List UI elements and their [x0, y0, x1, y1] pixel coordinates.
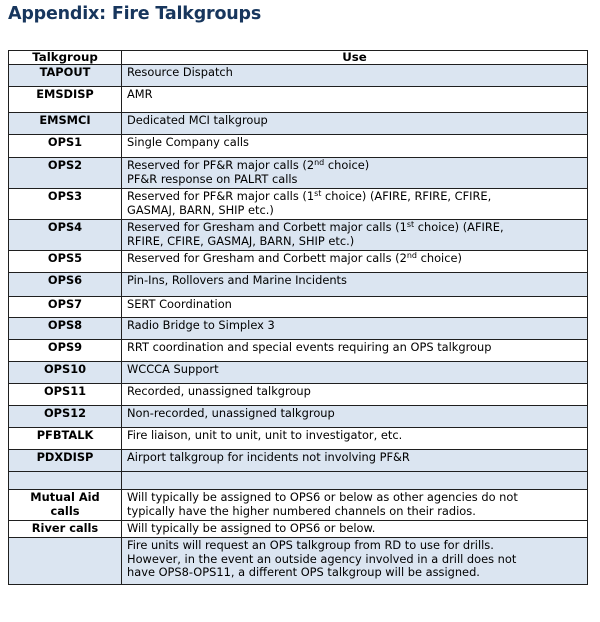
talkgroup-name-cell — [9, 87, 122, 113]
talkgroup-use-cell — [122, 406, 588, 428]
talkgroup-name: OPS10 — [43, 362, 87, 377]
use-line — [127, 159, 582, 172]
talkgroup-use-cell — [122, 428, 588, 450]
use-text: Reserved for PF&R major calls (2 — [127, 158, 315, 173]
use-text: GASMAJ, BARN, SHIP etc.) — [127, 202, 274, 217]
talkgroup-use-cell — [122, 450, 588, 472]
talkgroup-name-cell — [9, 340, 122, 362]
talkgroup-name: OPS1 — [47, 135, 83, 150]
table-body — [9, 65, 588, 585]
talkgroup-name-cell — [9, 251, 122, 273]
use-text: Single Company calls — [127, 135, 249, 150]
table-row — [9, 297, 588, 318]
use-text: choice) — [324, 158, 370, 173]
use-text: Reserved for PF&R major calls (1 — [127, 189, 315, 204]
use-text: Non-recorded, unassigned talkgroup — [127, 406, 335, 421]
talkgroup-name-cell — [9, 318, 122, 340]
use-text: typically have the higher numbered channels on their radios. — [127, 503, 476, 518]
talkgroup-use-cell — [122, 297, 588, 318]
talkgroup-name-cell — [9, 135, 122, 158]
use-line — [127, 204, 582, 217]
use-line — [127, 252, 582, 265]
talkgroup-name: OPS6 — [47, 273, 83, 288]
talkgroup-name-cell — [9, 472, 122, 490]
ordinal-suffix: nd — [406, 251, 417, 261]
use-text: choice) — [416, 251, 462, 266]
talkgroup-name-cell — [9, 273, 122, 297]
use-line — [127, 190, 582, 203]
talkgroup-name: Mutual Aid — [30, 490, 100, 505]
use-text: SERT Coordination — [127, 297, 232, 312]
use-line — [127, 173, 582, 186]
use-line — [127, 491, 582, 504]
talkgroup-name-cell — [9, 490, 122, 521]
talkgroup-name-cell — [9, 450, 122, 472]
table-row — [9, 318, 588, 340]
table-row — [9, 384, 588, 406]
talkgroup-use-cell — [122, 135, 588, 158]
use-text: choice) (AFIRE, — [414, 220, 504, 235]
talkgroup-use-cell — [122, 490, 588, 521]
table-row — [9, 273, 588, 297]
talkgroup-name: EMSMCI — [39, 113, 91, 128]
ordinal-suffix: nd — [314, 158, 325, 168]
use-line — [127, 539, 582, 552]
talkgroup-name-cell — [9, 362, 122, 384]
use-line — [127, 88, 582, 101]
table-row — [9, 450, 588, 472]
table-row — [9, 251, 588, 273]
talkgroup-name: PDXDISP — [36, 450, 94, 465]
use-line — [127, 385, 582, 398]
talkgroup-use-cell — [122, 113, 588, 135]
use-text: Reserved for Gresham and Corbett major calls (2 — [127, 251, 407, 266]
use-line — [127, 451, 582, 464]
talkgroup-use-cell — [122, 158, 588, 189]
talkgroup-name: OPS11 — [43, 384, 87, 399]
talkgroup-name: calls — [50, 503, 80, 518]
talkgroup-name-cell — [9, 158, 122, 189]
page-title: Appendix: Fire Talkgroups — [8, 4, 262, 24]
talkgroup-use-cell — [122, 472, 588, 490]
use-text: Fire units will request an OPS talkgroup from RD to use for drills. — [127, 538, 494, 553]
use-line — [127, 136, 582, 149]
table-row — [9, 135, 588, 158]
talkgroup-name-cell — [9, 220, 122, 251]
use-text: Radio Bridge to Simplex 3 — [127, 318, 275, 333]
talkgroup-name: OPS4 — [47, 220, 83, 235]
table-row — [9, 406, 588, 428]
use-text: RRT coordination and special events requiring an OPS talkgroup — [127, 340, 492, 355]
table-row — [9, 362, 588, 384]
table-row — [9, 220, 588, 251]
use-text: AMR — [127, 87, 153, 102]
talkgroup-table — [8, 50, 588, 585]
table-row — [9, 538, 588, 585]
use-line — [127, 274, 582, 287]
talkgroup-name-cell — [9, 406, 122, 428]
talkgroup-name-cell — [9, 538, 122, 585]
use-line — [127, 522, 582, 535]
use-line — [127, 341, 582, 354]
talkgroup-name: OPS2 — [47, 158, 83, 173]
talkgroup-use-cell — [122, 189, 588, 220]
use-line — [127, 66, 582, 79]
use-text: Resource Dispatch — [127, 65, 233, 80]
talkgroup-name: OPS8 — [47, 318, 83, 333]
table-row — [9, 158, 588, 189]
use-text: Recorded, unassigned talkgroup — [127, 384, 311, 399]
talkgroup-use-cell — [122, 87, 588, 113]
table-row — [9, 490, 588, 521]
use-text: Reserved for Gresham and Corbett major calls (1 — [127, 220, 407, 235]
talkgroup-name-cell — [9, 428, 122, 450]
talkgroup-use-cell — [122, 251, 588, 273]
talkgroup-use-cell — [122, 273, 588, 297]
use-text: Airport talkgroup for incidents not involving PF&R — [127, 450, 410, 465]
table-row — [9, 472, 588, 490]
talkgroup-name: OPS9 — [47, 340, 83, 355]
use-line — [127, 221, 582, 234]
column-header-talkgroup: Talkgroup — [9, 51, 122, 65]
use-line — [127, 505, 582, 518]
use-text: However, in the event an outside agency involved in a drill does not — [127, 551, 517, 566]
table-row — [9, 428, 588, 450]
talkgroup-use-cell — [122, 384, 588, 406]
talkgroup-use-cell — [122, 340, 588, 362]
talkgroup-use-cell — [122, 318, 588, 340]
talkgroup-use-cell — [122, 538, 588, 585]
use-text: Will typically be assigned to OPS6 or below as other agencies do not — [127, 490, 518, 505]
talkgroup-use-cell — [122, 65, 588, 87]
talkgroup-name: River calls — [31, 521, 99, 536]
use-line — [127, 553, 582, 566]
use-text: WCCCA Support — [127, 362, 219, 377]
use-line — [127, 363, 582, 376]
use-text: RFIRE, CFIRE, GASMAJ, BARN, SHIP etc.) — [127, 233, 355, 248]
talkgroup-name: OPS7 — [47, 297, 83, 312]
use-line — [127, 429, 582, 442]
table-row — [9, 521, 588, 538]
use-text: Fire liaison, unit to unit, unit to investigator, etc. — [127, 428, 403, 443]
use-text: Will typically be assigned to OPS6 or below. — [127, 521, 376, 536]
talkgroup-name: OPS3 — [47, 189, 83, 204]
table-row — [9, 189, 588, 220]
talkgroup-name-cell — [9, 189, 122, 220]
talkgroup-name: OPS12 — [43, 406, 87, 421]
ordinal-suffix: st — [314, 189, 322, 199]
table-row — [9, 65, 588, 87]
talkgroup-use-cell — [122, 521, 588, 538]
use-text: choice) (AFIRE, RFIRE, CFIRE, — [321, 189, 492, 204]
talkgroup-name-cell — [9, 384, 122, 406]
table-row — [9, 113, 588, 135]
table-row — [9, 340, 588, 362]
talkgroup-name: OPS5 — [47, 251, 83, 266]
column-header-use: Use — [122, 51, 588, 65]
talkgroup-name: PFBTALK — [36, 428, 94, 443]
use-text: have OPS8-OPS11, a different OPS talkgroup will be assigned. — [127, 564, 480, 579]
use-line — [127, 114, 582, 127]
talkgroup-use-cell — [122, 220, 588, 251]
use-line — [127, 298, 582, 311]
talkgroup-name-cell — [9, 297, 122, 318]
use-text: Pin-Ins, Rollovers and Marine Incidents — [127, 273, 347, 288]
use-text: Dedicated MCI talkgroup — [127, 113, 268, 128]
table-header-row — [9, 51, 588, 65]
use-line — [127, 319, 582, 332]
talkgroup-name-cell — [9, 113, 122, 135]
talkgroup-name: EMSDISP — [36, 87, 94, 102]
table-row — [9, 87, 588, 113]
talkgroup-name-cell — [9, 65, 122, 87]
talkgroup-name: TAPOUT — [39, 65, 91, 80]
use-line — [127, 407, 582, 420]
talkgroup-name-cell — [9, 521, 122, 538]
use-line — [127, 566, 582, 579]
talkgroup-use-cell — [122, 362, 588, 384]
ordinal-suffix: st — [406, 220, 415, 230]
use-line — [127, 235, 582, 248]
use-text: PF&R response on PALRT calls — [127, 171, 298, 186]
